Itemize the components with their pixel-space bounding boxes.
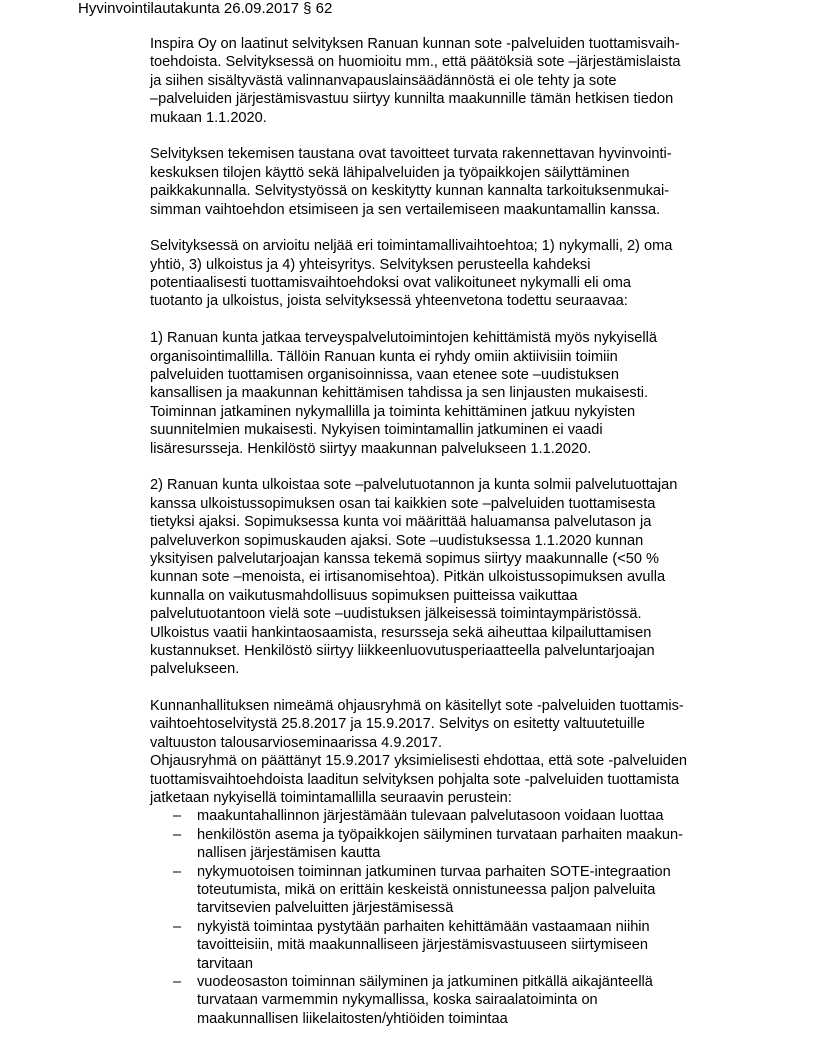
paragraph	[150, 145, 687, 219]
paragraph	[150, 35, 687, 127]
paragraph	[150, 476, 687, 678]
bullet-item	[150, 807, 687, 825]
paragraph-line: kansallisen ja maakunnan kehittämisen tahdissa ja sen linjausten mukaisesti.	[150, 385, 649, 402]
bullet-line: vuodeosaston toiminnan säilyminen ja jatkuminen pitkällä aikajänteellä	[197, 973, 653, 990]
bullet-line: nallisen järjestämisen kautta	[197, 845, 381, 862]
paragraph-line: vaihtoehtoselvitystä 25.8.2017 ja 15.9.2017. Selvitys on esitetty valtuutetuille	[150, 716, 645, 733]
dash-bullet-icon: –	[173, 863, 182, 880]
paragraph-line: Selvityksen tekemisen taustana ovat tavoitteet turvata rakennettavan hyvinvointi-	[150, 146, 672, 163]
paragraph-line: valtuuston talousarvioseminaarissa 4.9.2017.	[150, 734, 443, 751]
paragraph-line: palveluiden tuottamisen organisoinnissa, vaan etenee sote –uudistuksen	[150, 367, 619, 384]
dash-bullet-icon: –	[173, 973, 182, 990]
paragraph-line: palveluverkon sopimuskauden ajaksi. Sote –uudistuksessa 1.1.2020 kunnan	[150, 532, 644, 549]
paragraph-line: organisointimallilla. Tällöin Ranuan kunta ei ryhdy omiin aktiivisiin toimiin	[150, 348, 618, 365]
bullet-item	[150, 918, 687, 973]
paragraph-line: 2) Ranuan kunta ulkoistaa sote –palvelutuotannon ja kunta solmii palvelutuottajan	[150, 477, 678, 494]
paragraph-line: Kunnanhallituksen nimeämä ohjausryhmä on käsitellyt sote -palveluiden tuottamis-	[150, 698, 684, 715]
bullet-item	[150, 973, 687, 1028]
paragraph-line: kustannukset. Henkilöstö siirtyy liikkeenluovutusperiaatteella palveluntarjoajan	[150, 642, 655, 659]
paragraph-line: toehdoista. Selvityksessä on huomioitu mm., että päätöksiä sote –järjestämislaista	[150, 54, 681, 71]
paragraph-line: kanssa ulkoistussopimuksen osan tai kaikkien sote –palveluiden tuottamisesta	[150, 495, 656, 512]
paragraph-line: Ulkoistus vaatii hankintaosaamista, resursseja sekä aiheuttaa kilpailuttamisen	[150, 624, 652, 641]
bullet-line: turvataan varmemmin nykymallissa, koska sairaalatoiminta on	[197, 992, 598, 1009]
bullet-line: henkilöstön asema ja työpaikkojen säilyminen turvataan parhaiten maakun-	[197, 826, 683, 843]
paragraph-line: Ohjausryhmä on päättänyt 15.9.2017 yksimielisesti ehdottaa, että sote -palveluiden	[150, 753, 688, 770]
paragraph	[150, 237, 687, 311]
paragraph-line: palvelukseen.	[150, 661, 240, 678]
paragraph-line: kunnalla on vaikutusmahdollisuus sopimuksen puitteissa vaikuttaa	[150, 587, 578, 604]
bullet-item	[150, 826, 687, 863]
bullet-line: tavoitteisiin, mitä maakunnalliseen järjestämisvastuuseen siirtymiseen	[197, 937, 648, 954]
bullet-line: nykymuotoisen toiminnan jatkuminen turvaa parhaiten SOTE-integraation	[197, 863, 671, 880]
paragraph	[150, 329, 687, 458]
paragraph-line: simman vaihtoehdon etsimiseen ja sen vertailemiseen maakuntamallin kanssa.	[150, 201, 661, 218]
paragraph-line: jatketaan nykyisellä toimintamallilla seuraavin perustein:	[150, 790, 512, 807]
bullet-list	[150, 807, 687, 1028]
paragraph-line: lisäresursseja. Henkilöstö siirtyy maakunnan palvelukseen 1.1.2020.	[150, 440, 592, 457]
paragraph-line: Toiminnan jatkaminen nykymallilla ja toiminta kehittäminen jatkuu nykyisten	[150, 403, 636, 420]
dash-bullet-icon: –	[173, 918, 182, 935]
paragraph-line: paikkakunnalla. Selvitystyössä on keskitytty kunnan kannalta tarkoituksenmukai-	[150, 183, 670, 200]
paragraph-line: palvelutuotantoon vielä sote –uudistuksen jälkeisessä toimintaympäristössä.	[150, 606, 642, 623]
paragraph-line: keskuksen tilojen käyttö sekä lähipalveluiden ja työpaikkojen säilyttäminen	[150, 164, 630, 181]
paragraph-line: Selvityksessä on arvioitu neljää eri toimintamallivaihtoehtoa; 1) nykymalli, 2) oma	[150, 238, 673, 255]
paragraph-line: suunnitelmien mukaisesti. Nykyisen toimintamallin jatkuminen ei vaadi	[150, 422, 603, 439]
paragraph	[150, 752, 687, 807]
paragraph-line: –palveluiden järjestämisvastuu siirtyy kunnilta maakunnille tämän hetkisen tiedon	[150, 91, 674, 108]
paragraph-line: tietyksi ajaksi. Sopimuksessa kunta voi määrittää haluamansa palvelutason ja	[150, 514, 652, 531]
paragraph-line: potentiaalisesti tuottamisvaihtoehdoksi ovat valikoituneet nykymalli eli oma	[150, 275, 632, 292]
paragraph-line: tuotanto ja ulkoistus, joista selvityksessä yhteenvetona todettu seuraavaa:	[150, 293, 628, 310]
paragraph-line: kunnan sote –menoista, ei irtisanomisehtoa). Pitkän ulkoistussopimuksen avulla	[150, 569, 666, 586]
paragraph-line: yhtiö, 3) ulkoistus ja 4) yhteisyritys. Selvityksen perusteella kahdeksi	[150, 256, 591, 273]
bullet-line: maakunnallisen liikelaitosten/yhtiöiden toimintaa	[197, 1010, 508, 1027]
paragraph	[150, 697, 687, 752]
paragraph-line: yksityisen palvelutarjoajan kanssa tekemä sopimus siirtyy maakunnalle (<50 %	[150, 550, 659, 567]
paragraph-line: Inspira Oy on laatinut selvityksen Ranuan kunnan sote -palveluiden tuottamisvaih-	[150, 36, 680, 52]
paragraph-line: tuottamisvaihtoehdoista laaditun selvityksen pohjalta sote -palveluiden tuottamista	[150, 771, 679, 788]
bullet-line: toteutumista, mikä on erittäin keskeistä onnistuneessa paljon palveluita	[197, 881, 656, 898]
paragraph-line: mukaan 1.1.2020.	[150, 109, 267, 126]
paragraph-line: ja siihen sisältyvästä valinnanvapauslainsäädännöstä ei ole tehty ja sote	[150, 72, 617, 89]
dash-bullet-icon: –	[173, 826, 182, 843]
document-body	[150, 35, 687, 1028]
paragraph-line: 1) Ranuan kunta jatkaa terveyspalvelutoimintojen kehittämistä myös nykyisellä	[150, 330, 657, 347]
dash-bullet-icon: –	[173, 808, 182, 825]
document-header: Hyvinvointilautakunta 26.09.2017 § 62	[78, 0, 333, 17]
bullet-item	[150, 863, 687, 918]
bullet-line: nykyistä toimintaa pystytään parhaiten kehittämään vastaamaan niihin	[197, 918, 650, 935]
bullet-line: tarvitsevien palveluitten järjestämisessä	[197, 900, 454, 917]
bullet-line: maakuntahallinnon järjestämään tulevaan palvelutasoon voidaan luottaa	[197, 808, 664, 825]
bullet-line: tarvitaan	[197, 955, 253, 972]
